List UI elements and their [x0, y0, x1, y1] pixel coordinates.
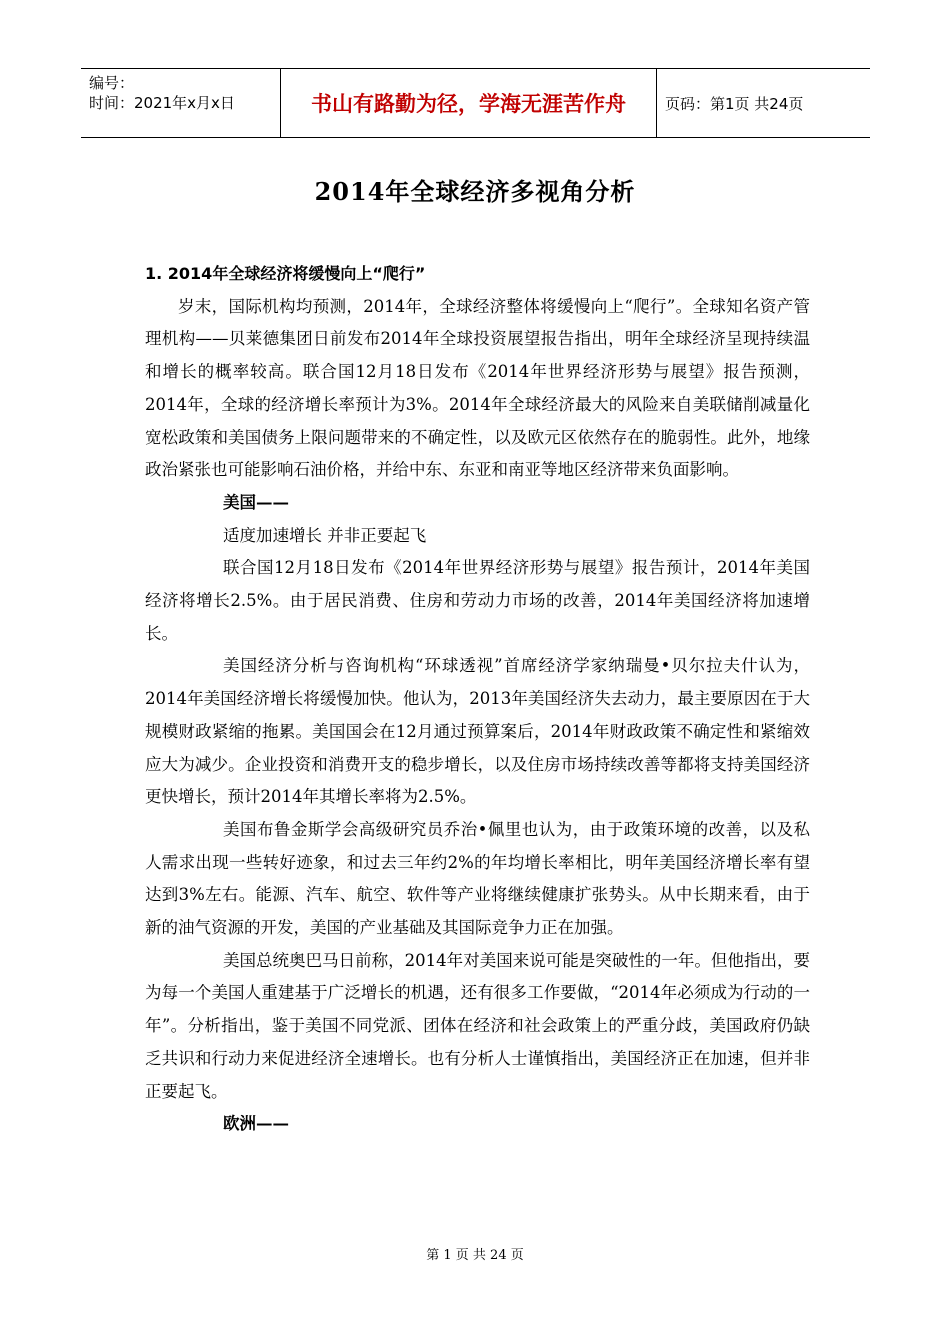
document-body — [145, 258, 810, 1141]
subsection-subtitle: 适度加速增长 并非正要起飞 — [223, 525, 427, 545]
subsection-label-us: 美国—— — [223, 492, 289, 512]
time-label: 时间：2021年x月x日 — [89, 94, 235, 112]
document-title: 2014年全球经济多视角分析 — [314, 177, 636, 206]
subsection-label-eu: 欧洲—— — [223, 1114, 289, 1134]
header-table — [81, 68, 870, 138]
page-footer: 第 1 页 共 24 页 — [426, 1248, 524, 1263]
paragraph: 岁末，国际机构均预测，2014年，全球经济整体将缓慢向上“爬行”。全球知名资产管理机构——贝莱德集团日前发布2014年全球投资展望报告指出，明年全球经济呈现持续温和增长的概率较高。联合国12月18日发布《2014年世界经济形势与展望》报告预测，2014年，全球的经济增长率预计为3%。2014年全球经济最大的风险来自美联储削减量化宽松政策和美国债务上限问题带来的不确定性，以及欧元区依然存在的脆弱性。此外，地缘政治紧张也可能影响石油价格，并给中东、东亚和南亚等地区经济带来负面影响。 — [145, 296, 810, 480]
header-motto: 书山有路勤为径，学海无涯苦作舟 — [281, 69, 657, 137]
number-label: 编号： — [89, 74, 135, 92]
header-meta-cell — [81, 69, 281, 137]
paragraph: 美国布鲁金斯学会高级研究员乔治•佩里也认为，由于政策环境的改善，以及私人需求出现一些转好迹象，和过去三年约2%的年均增长率相比，明年美国经济增长率有望达到3%左右。能源、汽车、航空、软件等产业将继续健康扩张势头。从中长期来看，由于新的油气资源的开发，美国的产业基础及其国际竞争力正在加强。 — [145, 819, 810, 938]
paragraph: 美国经济分析与咨询机构“环球透视”首席经济学家纳瑞曼•贝尔拉夫什认为，2014年美国经济增长将缓慢加快。他认为，2013年美国经济失去动力，最主要原因在于大规模财政紧缩的拖累。美国国会在12月通过预算案后，2014年财政政策不确定性和紧缩效应大为减少。企业投资和消费开支的稳步增长，以及住房市场持续改善等都将支持美国经济更快增长，预计2014年其增长率将为2.5%。 — [145, 656, 810, 807]
paragraph: 联合国12月18日发布《2014年世界经济形势与展望》报告预计，2014年美国经济将增长2.5%。由于居民消费、住房和劳动力市场的改善，2014年美国经济将加速增长。 — [145, 558, 810, 643]
header-page-info: 页码：第1页 共24页 — [665, 94, 804, 113]
section-heading: 1. 2014年全球经济将缓慢向上“爬行” — [145, 264, 426, 283]
paragraph: 美国总统奥巴马日前称，2014年对美国来说可能是突破性的一年。但他指出，要为每一个美国人重建基于广泛增长的机遇，还有很多工作要做，“2014年必须成为行动的一年”。分析指出，鉴于美国不同党派、团体在经济和社会政策上的严重分歧，美国政府仍缺乏共识和行动力来促进经济全速增长。也有分析人士谨慎指出，美国经济正在加速，但并非正要起飞。 — [145, 950, 810, 1101]
